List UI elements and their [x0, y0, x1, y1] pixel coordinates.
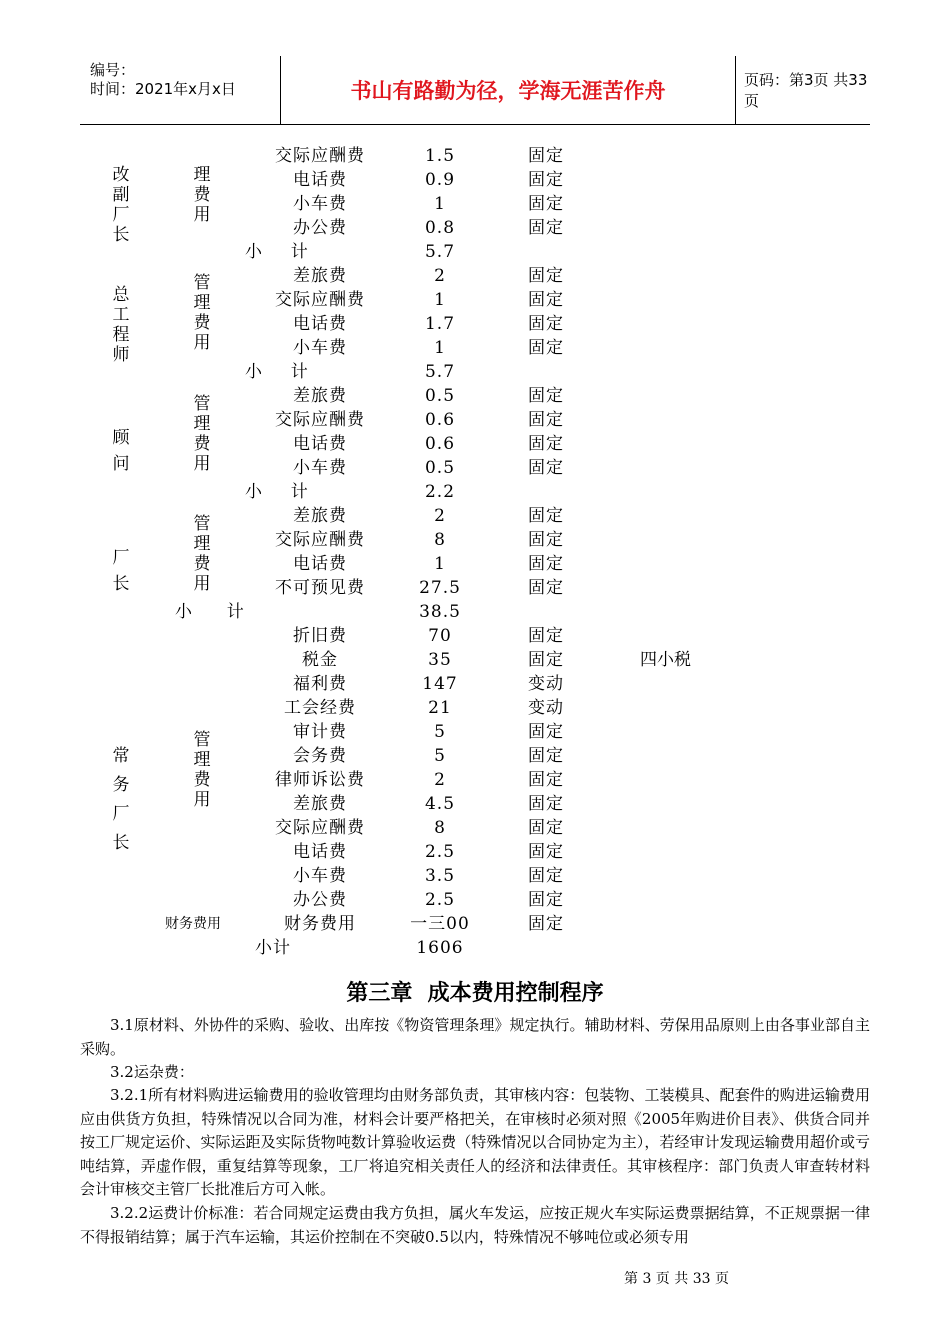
expense-kind: 固定: [528, 722, 564, 742]
role-label: 改副厂长: [112, 165, 130, 245]
expense-amount: 0.5: [424, 458, 456, 478]
expense-kind: 固定: [528, 530, 564, 550]
expense-item: 律师诉讼费: [275, 770, 365, 790]
expense-item: 工会经费: [284, 698, 356, 718]
expense-kind: 固定: [528, 794, 564, 814]
expense-item: 福利费: [293, 674, 347, 694]
expense-item: 差旅费: [293, 386, 347, 406]
subtotal-label: 小 计: [245, 362, 314, 382]
expense-amount: 1.5: [424, 146, 456, 166]
expense-kind: 固定: [528, 506, 564, 526]
expense-amount: 3.5: [424, 866, 456, 886]
expense-item: 差旅费: [293, 506, 347, 526]
expense-amount: 0.6: [424, 410, 456, 430]
expense-kind: 固定: [528, 554, 564, 574]
expense-amount: 0.9: [424, 170, 456, 190]
expense-kind: 固定: [528, 818, 564, 838]
category-label: 管理费用: [193, 514, 211, 594]
expense-amount: 1: [434, 290, 446, 310]
expense-amount: 5: [434, 746, 446, 766]
expense-kind: 固定: [528, 650, 564, 670]
expense-item: 小车费: [293, 866, 347, 886]
expense-kind: 固定: [528, 578, 564, 598]
body-paragraph: 3.2运杂费：: [110, 1063, 194, 1081]
category-label: 理费用: [193, 165, 211, 225]
subtotal-label: 小 计: [175, 602, 252, 622]
subtotal-amount: 1606: [416, 938, 464, 958]
expense-item: 交际应酬费: [275, 818, 365, 838]
expense-item: 会务费: [293, 746, 347, 766]
expense-kind: 固定: [528, 314, 564, 334]
finance-category-label: 财务费用: [165, 916, 221, 932]
header-page-number: 页码：第3页 共33页: [744, 71, 868, 110]
expense-amount: 8: [434, 530, 446, 550]
footer-page-number: 第 3 页 共 33 页: [624, 1271, 729, 1287]
expense-kind: 固定: [528, 626, 564, 646]
expense-amount: 1: [434, 338, 446, 358]
expense-amount: 2: [434, 506, 446, 526]
expense-amount: 70: [428, 626, 452, 646]
expense-kind: 固定: [528, 146, 564, 166]
expense-kind: 固定: [528, 194, 564, 214]
expense-kind: 固定: [528, 914, 564, 934]
role-label: 总工程师: [112, 285, 130, 365]
expense-amount: 21: [428, 698, 452, 718]
expense-amount: 8: [434, 818, 446, 838]
expense-item: 电话费: [293, 842, 347, 862]
expense-kind: 固定: [528, 458, 564, 478]
body-paragraph: 3.1原材料、外协件的采购、验收、出库按《物资管理条理》规定执行。辅助材料、劳保用品原则上由各事业部自主采购。: [80, 1016, 870, 1058]
expense-kind: 固定: [528, 170, 564, 190]
role-label: 顾问: [112, 428, 130, 474]
expense-kind: 固定: [528, 434, 564, 454]
expense-amount: 2.5: [424, 842, 456, 862]
expense-amount: 1: [434, 194, 446, 214]
expense-item: 交际应酬费: [275, 146, 365, 166]
expense-kind: 固定: [528, 218, 564, 238]
expense-item: 交际应酬费: [275, 290, 365, 310]
category-label: 管理费用: [193, 273, 211, 353]
body-paragraph: 3.2.1所有材料购进运输费用的验收管理均由财务部负责，其审核内容：包装物、工装模具、配套件的购进运输费用应由供货方负担，特殊情况以合同为准，材料会计要严格把关，在审核时必须对照《2005年购进价目表》、供货合同并按工厂规定运价、实际运距及实际货物吨数计算验收运费（特殊情况以合同协定为主），若经审计发现运输费用超价或亏吨结算，弄虚作假，重复结算等现象，工厂将追究相关责任人的经济和法律责任。其审核程序：部门负责人审查转材料会计审核交主管厂长批准后方可入帐。: [80, 1086, 870, 1198]
expense-amount: 一三00: [410, 914, 470, 934]
expense-kind: 变动: [528, 674, 564, 694]
expense-item: 折旧费: [293, 626, 347, 646]
subtotal-amount: 38.5: [419, 602, 461, 622]
role-label: 厂长: [112, 548, 130, 594]
expense-amount: 27.5: [419, 578, 461, 598]
page-header: [80, 56, 870, 125]
expense-amount: 0.8: [424, 218, 456, 238]
expense-amount: 147: [422, 674, 458, 694]
expense-item: 差旅费: [293, 794, 347, 814]
document-number-label: 编号：: [90, 61, 136, 79]
expense-item: 不可预见费: [275, 578, 365, 598]
expense-item: 电话费: [293, 314, 347, 334]
expense-item: 交际应酬费: [275, 530, 365, 550]
expense-amount: 0.5: [424, 386, 456, 406]
expense-kind: 固定: [528, 266, 564, 286]
expense-item: 税金: [302, 650, 338, 670]
category-label: 管理费用: [193, 730, 211, 810]
document-date-label: 时间：2021年x月x日: [90, 80, 236, 98]
expense-kind: 固定: [528, 338, 564, 358]
expense-amount: 4.5: [424, 794, 456, 814]
role-label: 常务厂长: [112, 746, 130, 853]
expense-kind: 固定: [528, 290, 564, 310]
expense-amount: 2: [434, 266, 446, 286]
expense-kind: 固定: [528, 866, 564, 886]
expense-kind: 固定: [528, 842, 564, 862]
header-meta: [80, 56, 280, 124]
expense-item: 电话费: [293, 170, 347, 190]
expense-kind: 固定: [528, 890, 564, 910]
expense-amount: 0.6: [424, 434, 456, 454]
expense-item: 交际应酬费: [275, 410, 365, 430]
subtotal-label: 小 计: [245, 242, 314, 262]
expense-kind: 固定: [528, 746, 564, 766]
expense-amount: 2: [434, 770, 446, 790]
expense-kind: 变动: [528, 698, 564, 718]
expense-item: 小车费: [293, 338, 347, 358]
expense-amount: 1.7: [424, 314, 456, 334]
expense-item: 电话费: [293, 434, 347, 454]
subtotal-amount: 2.2: [424, 482, 456, 502]
expense-kind: 固定: [528, 410, 564, 430]
expense-amount: 35: [428, 650, 452, 670]
expense-amount: 5: [434, 722, 446, 742]
expense-item: 办公费: [293, 218, 347, 238]
expense-item: 办公费: [293, 890, 347, 910]
header-motto: 书山有路勤为径，学海无涯苦作舟: [280, 56, 736, 124]
tax-note: 四小税: [640, 650, 691, 670]
expense-item: 电话费: [293, 554, 347, 574]
expense-item: 差旅费: [293, 266, 347, 286]
expense-amount: 2.5: [424, 890, 456, 910]
category-label: 管理费用: [193, 394, 211, 474]
subtotal-amount: 5.7: [424, 242, 456, 262]
expense-item: 小车费: [293, 194, 347, 214]
body-paragraph: 3.2.2运费计价标准：若合同规定运费由我方负担，属火车发运，应按正规火车实际运费票据结算，不正规票据一律不得报销结算；属于汽车运输，其运价控制在不突破0.5以内，特殊情况不够吨位或必须专用: [80, 1204, 870, 1246]
expense-kind: 固定: [528, 386, 564, 406]
expense-item: 财务费用: [284, 914, 356, 934]
subtotal-amount: 5.7: [424, 362, 456, 382]
subtotal-label: 小计: [255, 938, 291, 958]
subtotal-label: 小 计: [245, 482, 314, 502]
expense-amount: 1: [434, 554, 446, 574]
expense-item: 审计费: [293, 722, 347, 742]
expense-kind: 固定: [528, 770, 564, 790]
expense-item: 小车费: [293, 458, 347, 478]
chapter-title: 第三章 成本费用控制程序: [346, 981, 604, 1006]
